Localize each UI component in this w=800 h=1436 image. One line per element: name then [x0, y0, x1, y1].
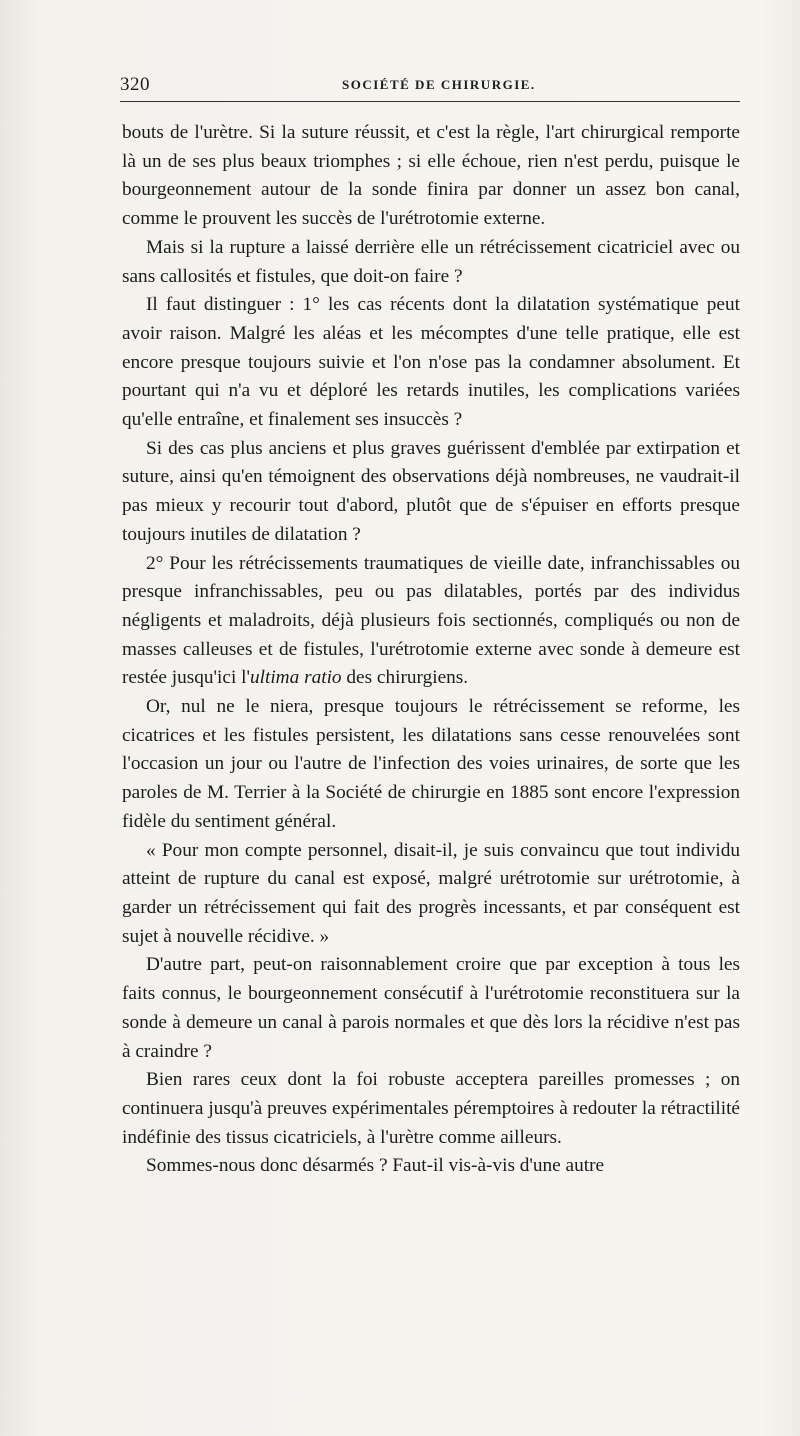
- paragraph: Bien rares ceux dont la foi robuste acceptera pareilles promesses ; on continuera jusqu'à preuves expérimentales péremptoires à redouter la rétractilité indéfinie des tissus cicatriciels, à l'urètre comme ailleurs.: [122, 1069, 740, 1148]
- paragraph: Mais si la rupture a laissé derrière elle un rétrécissement cicatriciel avec ou sans callosités et fistules, que doit-on faire ?: [122, 236, 740, 287]
- paragraph: bouts de l'urètre. Si la suture réussit, et c'est la règle, l'art chirurgical remporte là un de ses plus beaux triomphes ; si elle échoue, rien n'est perdu, puisque le bourgeonnement autour de la sonde finira par donner un assez bon canal, comme le prouvent les succès de l'urétrotomie externe.: [122, 122, 740, 230]
- running-head: SOCIÉTÉ DE CHIRURGIE.: [342, 77, 536, 92]
- paragraph: Sommes-nous donc désarmés ? Faut-il vis-à-vis d'une autre: [146, 1155, 605, 1177]
- paragraph: Il faut distinguer : 1° les cas récents dont la dilatation systématique peut avoir raison. Malgré les aléas et les mécomptes d'une telle pratique, elle est encore presque toujours suivie et l'on n'ose pas la condamner absolument. Et pourtant qui n'a vu et déploré les retards inutiles, les complications variées qu'elle entraîne, et finalement ses insuccès ?: [122, 294, 740, 431]
- page-header: [120, 74, 740, 96]
- quotation-paragraph: « Pour mon compte personnel, disait-il, je suis convaincu que tout individu atteint de rupture du canal est exposé, malgré urétrotomie sur urétrotomie, à garder un rétrécissement qui fait des progrès incessants, et par conséquent est sujet à nouvelle récidive. »: [122, 839, 740, 947]
- paragraph: Or, nul ne le niera, presque toujours le rétrécissement se reforme, les cicatrices et les fistules persistent, les dilatations sans cesse renouvelées sont l'occasion un jour ou l'autre de l'infection des voies urinaires, de sorte que les paroles de M. Terrier à la Société de chirurgie en 1885 sont encore l'expression fidèle du sentiment général.: [122, 696, 740, 832]
- body-text: [122, 119, 740, 1181]
- paragraph: [122, 550, 740, 694]
- paragraph: D'autre part, peut-on raisonnablement croire que par exception à tous les faits connus, le bourgeonnement consécutif à l'urétrotomie reconstituera sur la sonde à demeure un canal à parois normales et que dès lors la récidive n'est pas à craindre ?: [122, 954, 740, 1062]
- header-rule: [120, 101, 740, 102]
- paragraph-text: des chirurgiens.: [341, 667, 469, 689]
- page-number: 320: [120, 74, 150, 95]
- italic-phrase: ultima ratio: [249, 667, 342, 689]
- paragraph-text: 2° Pour les rétrécissements traumatiques de vieille date, infranchissables ou presque infranchissables, peu ou pas dilatables, portés par des individus négligents et maladroits, déjà plusieurs fois sectionnés, compliqués ou non de masses calleuses et de fistules, l'urétrotomie externe avec sonde à demeure est restée jusqu'ici l': [122, 552, 740, 689]
- paragraph: Si des cas plus anciens et plus graves guérissent d'emblée par extirpation et suture, ainsi qu'en témoignent des observations déjà nombreuses, ne vaudrait-il pas mieux y recourir tout d'abord, plutôt que de s'épuiser en efforts presque toujours inutiles de dilatation ?: [122, 437, 740, 545]
